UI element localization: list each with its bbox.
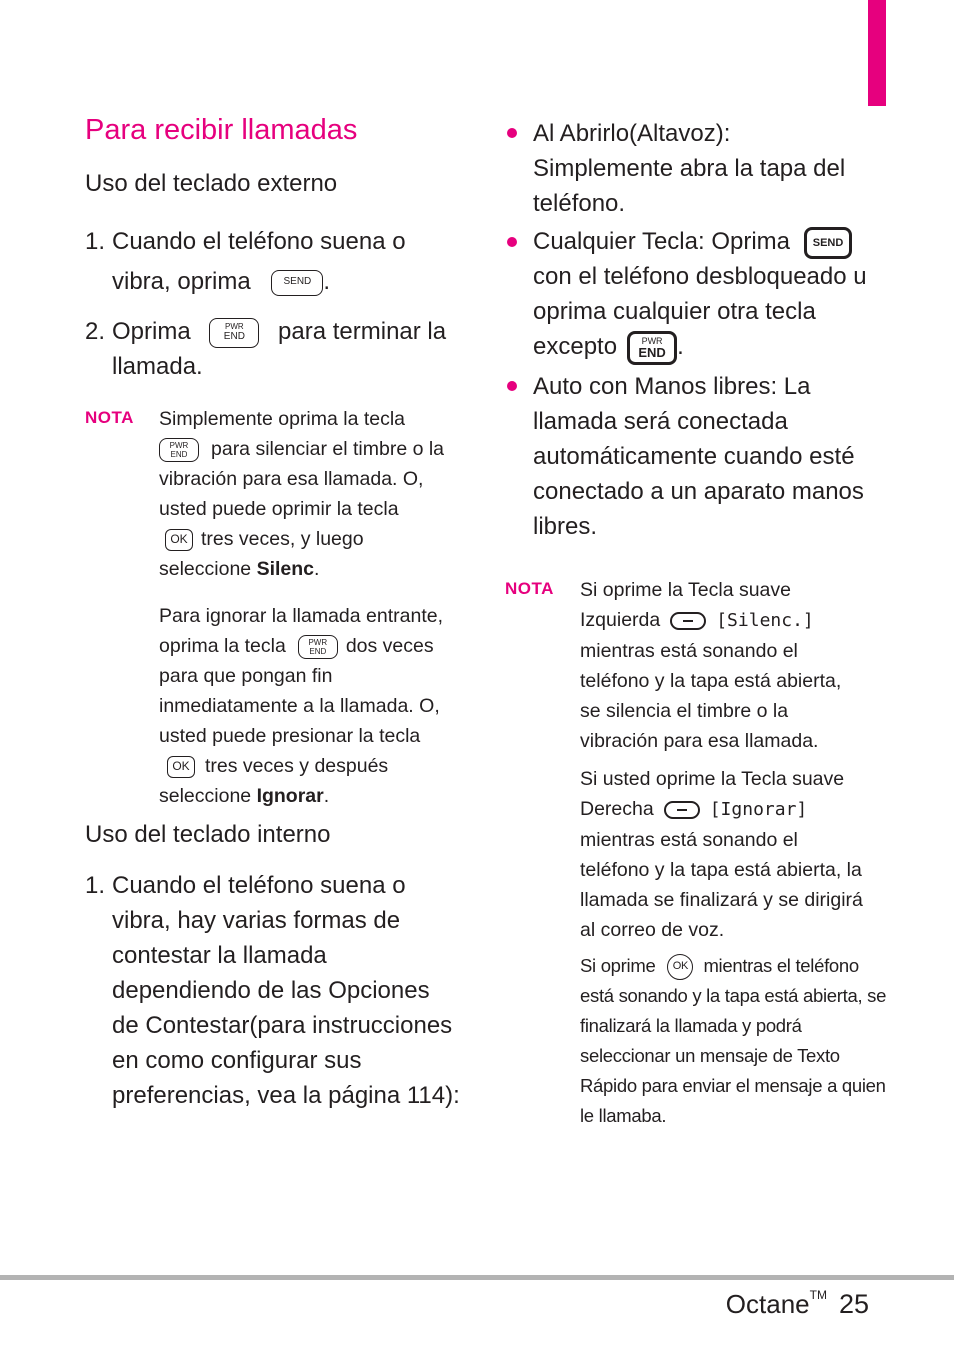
- page-footer: Octane™ 25: [725, 1288, 869, 1319]
- bullet-icon: [507, 237, 517, 247]
- send-key-icon: SEND: [271, 270, 323, 296]
- note-2-final: Si oprime OK mientras el teléfono está sonando y la tapa está abierta, se finalizará la llamada y podrá seleccionar un mensaje de Texto Rápido para enviar el mensaje a quien le llamaba.: [580, 955, 887, 1126]
- section-tab: [868, 0, 886, 106]
- footer-rule: [0, 1275, 954, 1280]
- bullet-icon: [507, 381, 517, 391]
- brand-name: Octane: [725, 1289, 810, 1319]
- note-2: Si oprime la Tecla suave Izquierda [Silenc.] mientras está sonando el teléfono y la tapa está abierta, se silencia el timbre o la vibración para esa llamada.: [580, 579, 842, 752]
- external-steps: [85, 224, 455, 380]
- ok-key-icon: OK: [165, 529, 193, 551]
- option-any-key: Cualquier Tecla: Oprima SEND con el teléfono desbloqueado u oprima cualquier otra tecla excepto PWR END .: [533, 224, 867, 365]
- internal-keypad-heading: Uso del teclado interno: [85, 821, 331, 848]
- step-1-number: 1.: [85, 872, 106, 899]
- step-1-text: Cuando el teléfono suena o vibra, hay varias formas de contestar la llamada dependiendo de las Opciones de Contestar(para instrucciones en como configurar sus preferencias, vea la página 114):: [112, 872, 460, 1109]
- ok-key-icon: OK: [667, 954, 693, 980]
- right-soft-key-icon: [664, 801, 700, 819]
- note-label: NOTA: [85, 408, 134, 427]
- note-label: NOTA: [505, 579, 554, 598]
- note-1-continued: Para ignorar la llamada entrante, oprima la tecla PWR END dos veces para que pongan fin inmediatamente a la llamada. O, usted puede presionar la tecla OK tres veces y después seleccione Ignorar.: [159, 605, 443, 807]
- ok-key-icon: OK: [167, 756, 195, 778]
- bullet-icon: [507, 128, 517, 138]
- step-2-text: Oprima PWR END para terminar la llamada.: [112, 318, 447, 380]
- external-keypad-heading: Uso del teclado externo: [85, 170, 338, 197]
- end-key-icon: PWR END: [298, 635, 338, 659]
- step-2-number: 2.: [85, 318, 106, 345]
- end-key-icon: PWR END: [159, 438, 199, 462]
- end-key-icon: PWR END: [627, 331, 677, 365]
- end-key-icon: PWR END: [209, 318, 259, 348]
- page-title: Para recibir llamadas: [85, 114, 358, 146]
- page-number: 25: [838, 1289, 869, 1319]
- option-open-flip: Al Abrirlo(Altavoz): Simplemente abra la tapa del teléfono.: [533, 120, 846, 217]
- send-key-icon: SEND: [804, 227, 852, 259]
- option-hands-free: Auto con Manos libres: La llamada será conectada automáticamente cuando esté conectado a un aparato manos libres.: [533, 373, 864, 540]
- left-soft-key-icon: [670, 612, 706, 630]
- note-1: Simplemente oprima la tecla PWR END para silenciar el timbre o la vibración para esa llamada. O, usted puede oprimir la tecla OK tres veces, y luego seleccione Silenc.: [159, 408, 445, 580]
- note-2-continued: Si usted oprime la Tecla suave Derecha [Ignorar] mientras está sonando el teléfono y la tapa está abierta, la llamada se finalizará y se dirigirá al correo de voz.: [580, 768, 863, 941]
- step-1-text: Cuando el teléfono suena o vibra, oprima SEND .: [112, 228, 406, 295]
- step-1-number: 1.: [85, 228, 106, 255]
